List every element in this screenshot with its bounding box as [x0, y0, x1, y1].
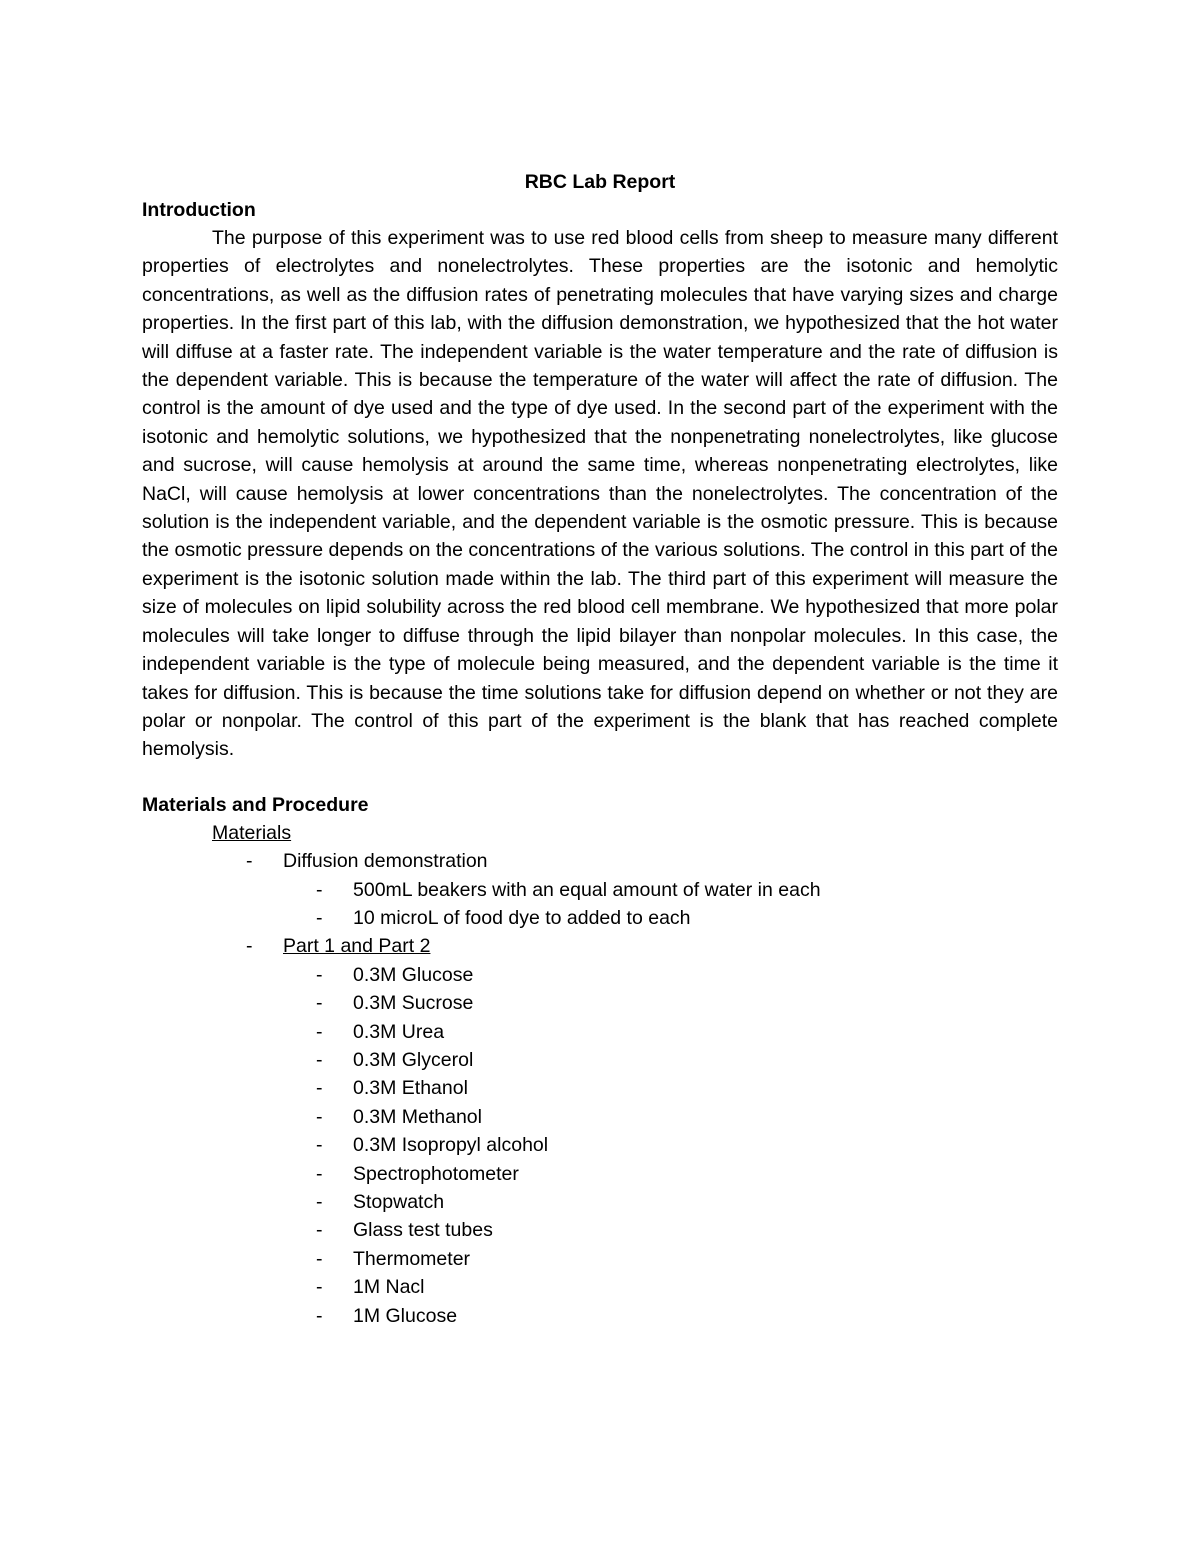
list-item: [142, 1245, 1058, 1273]
list-item: [142, 1074, 1058, 1102]
list-bullet: -: [316, 1077, 323, 1100]
list-item-text: Stopwatch: [353, 1191, 445, 1213]
list-item: [142, 1103, 1058, 1131]
list-bullet: -: [316, 1276, 323, 1299]
list-bullet: -: [316, 1048, 323, 1071]
list-item: [142, 1131, 1058, 1159]
list-bullet: -: [316, 1219, 323, 1242]
list-item-label: Diffusion demonstration: [283, 850, 488, 873]
materials-list: [142, 847, 1058, 875]
list-item: [142, 1018, 1058, 1046]
list-item-text: 1M Glucose: [353, 1304, 458, 1327]
list-item: [142, 961, 1058, 989]
list-bullet: -: [316, 1020, 323, 1043]
materials-list-part: [142, 932, 1058, 960]
introduction-heading: Introduction: [142, 199, 256, 221]
list-item: [142, 1216, 1058, 1244]
list-item-text: 0.3M Ethanol: [353, 1077, 468, 1100]
list-item-text: Spectrophotometer: [353, 1162, 519, 1185]
list-bullet: -: [316, 1105, 323, 1128]
list-bullet: -: [316, 878, 323, 901]
list-item-diffusion-demonstration: [142, 847, 1058, 875]
list-item: [142, 876, 1058, 904]
list-item: [142, 1273, 1058, 1301]
part12-items-list: [142, 961, 1058, 1330]
list-item-part-1-and-2: [142, 932, 1058, 960]
list-item: [142, 1046, 1058, 1074]
section-spacer: [142, 764, 1058, 791]
list-item-label: Part 1 and Part 2: [283, 935, 431, 958]
document-page: [142, 168, 1058, 1330]
list-bullet: -: [316, 1162, 323, 1185]
materials-procedure-heading: Materials and Procedure: [142, 793, 369, 816]
list-item-text: 500mL beakers with an equal amount of water in each: [353, 878, 821, 901]
diffusion-items-list: [142, 876, 1058, 933]
list-item-text: 0.3M Urea: [353, 1020, 445, 1043]
list-item-text: 0.3M Isopropyl alcohol: [353, 1134, 549, 1157]
list-bullet: -: [316, 963, 323, 986]
document-title: RBC Lab Report: [524, 171, 676, 193]
list-bullet: -: [246, 935, 253, 958]
list-item: [142, 1188, 1058, 1216]
list-item: [142, 989, 1058, 1017]
list-item-text: 0.3M Glucose: [353, 963, 474, 986]
list-item-text: 10 microL of food dye to added to each: [353, 906, 691, 929]
list-bullet: -: [316, 1304, 323, 1327]
list-item-text: 0.3M Methanol: [353, 1105, 482, 1128]
list-bullet: -: [316, 1247, 323, 1270]
list-item-text: Glass test tubes: [353, 1219, 493, 1242]
materials-subheading: Materials: [212, 821, 292, 844]
list-item: [142, 1160, 1058, 1188]
list-bullet: -: [316, 992, 323, 1015]
list-item-text: 0.3M Sucrose: [353, 992, 474, 1015]
list-item-text: 0.3M Glycerol: [353, 1048, 474, 1071]
list-item: [142, 1302, 1058, 1330]
list-bullet: -: [316, 906, 323, 929]
list-bullet: -: [316, 1134, 323, 1157]
list-item-text: 1M Nacl: [353, 1276, 425, 1299]
introduction-paragraph: The purpose of this experiment was to use red blood cells from sheep to measure many different properties of electrolytes and nonelectrolytes. These properties are the isotonic and hemolytic concentrations, as well as the diffusion rates of penetrating molecules that have varying sizes and charge properties. In the first part of this lab, with the diffusion demonstration, we hypothesized that the hot water will diffuse at a faster rate. The independent variable is the water temperature and the rate of diffusion is the dependent variable. This is because the temperature of the water will affect the rate of diffusion. The control is the amount of dye used and the type of dye used. In the second part of the experiment with the isotonic and hemolytic solutions, we hypothesized that the nonpenetrating nonelectrolytes, like glucose and sucrose, will cause hemolysis at around the same time, whereas nonpenetrating electrolytes, like NaCl, will cause hemolysis at lower concentrations than the nonelectrolytes. The concentration of the solution is the independent variable, and the dependent variable is the osmotic pressure. This is because the osmotic pressure depends on the concentrations of the various solutions. The control in this part of the experiment is the isotonic solution made within the lab. The third part of this experiment will measure the size of molecules on lipid solubility across the red blood cell membrane. We hypothesized that more polar molecules will take longer to diffuse through the lipid bilayer than nonpolar molecules. In this case, the independent variable is the type of molecule being measured, and the dependent variable is the time it takes for diffusion. This is because the time solutions take for diffusion depend on whether or not they are polar or nonpolar. The control of this part of the experiment is the blank that has reached complete hemolysis.: [142, 227, 1058, 761]
list-item: [142, 904, 1058, 932]
list-bullet: -: [246, 850, 253, 873]
list-bullet: -: [316, 1191, 323, 1213]
list-item-text: Thermometer: [353, 1247, 471, 1270]
